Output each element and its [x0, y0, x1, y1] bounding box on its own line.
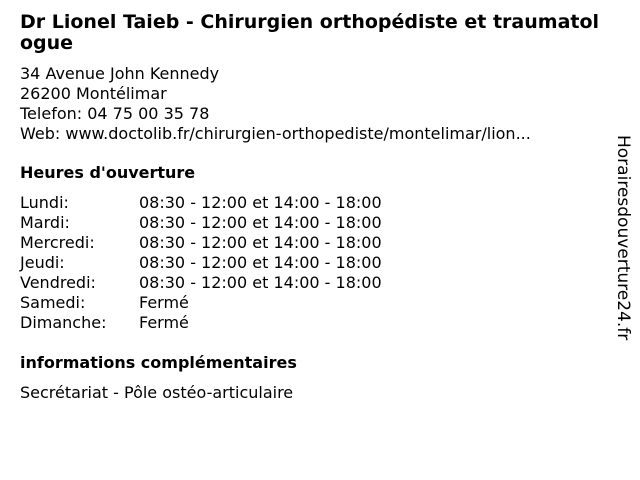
time-value: 08:30 - 12:00 et 14:00 - 18:00: [139, 193, 382, 212]
street-address: 34 Avenue John Kennedy: [20, 64, 220, 83]
hours-row-tuesday: [20, 213, 382, 233]
city-address: 26200 Montélimar: [20, 84, 167, 103]
phone-number[interactable]: 04 75 00 35 78: [87, 104, 210, 123]
time-value: 08:30 - 12:00 et 14:00 - 18:00: [139, 273, 382, 292]
day-label: Mercredi:: [20, 233, 95, 252]
hours-row-wednesday: [20, 233, 382, 253]
day-label: Jeudi:: [20, 253, 65, 272]
page-title: Dr Lionel Taieb - Chirurgien orthopédiste et traumatologue: [20, 11, 600, 54]
time-value: Fermé: [139, 313, 189, 332]
hours-table: [20, 193, 382, 333]
day-label: Samedi:: [20, 293, 86, 312]
info-text: Secrétariat - Pôle ostéo-articulaire: [20, 383, 294, 402]
phone-label: Telefon:: [20, 104, 83, 123]
info-heading: informations complémentaires: [20, 353, 297, 372]
day-label: Mardi:: [20, 213, 70, 232]
address-block: [20, 64, 531, 144]
time-value: 08:30 - 12:00 et 14:00 - 18:00: [139, 213, 382, 232]
hours-row-monday: [20, 193, 382, 213]
site-watermark: Horairesdouverture24.fr: [613, 135, 633, 341]
time-value: 08:30 - 12:00 et 14:00 - 18:00: [139, 233, 382, 252]
day-label: Lundi:: [20, 193, 69, 212]
time-value: 08:30 - 12:00 et 14:00 - 18:00: [139, 253, 382, 272]
hours-row-friday: [20, 273, 382, 293]
time-value: Fermé: [139, 293, 189, 312]
phone-line: [20, 104, 531, 124]
day-label: Vendredi:: [20, 273, 96, 292]
hours-row-sunday: [20, 313, 382, 333]
hours-row-saturday: [20, 293, 382, 313]
web-label: Web:: [20, 124, 61, 143]
hours-row-thursday: [20, 253, 382, 273]
day-label: Dimanche:: [20, 313, 107, 332]
web-line: [20, 124, 531, 144]
web-link[interactable]: www.doctolib.fr/chirurgien-orthopediste/montelimar/lion...: [65, 124, 531, 143]
hours-heading: Heures d'ouverture: [20, 163, 196, 182]
